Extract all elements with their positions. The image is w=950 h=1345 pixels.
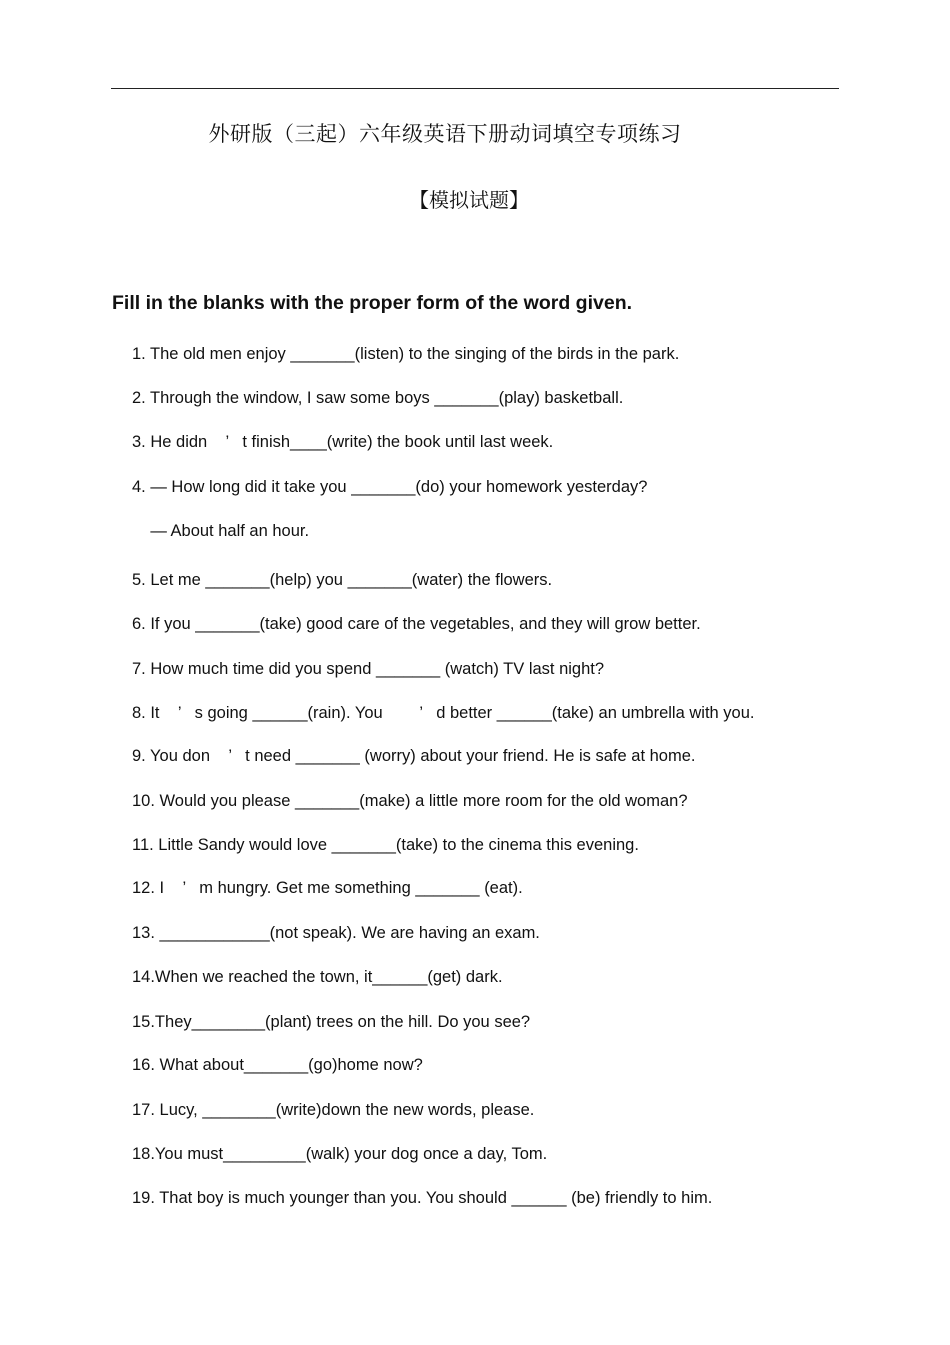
question-9: 9. You don ’ t need _______ (worry) about your friend. He is safe at home. — [132, 747, 696, 765]
question-12: 12. I ’ m hungry. Get me something _______ (eat). — [132, 879, 523, 897]
question-16: 16. What about_______(go)home now? — [132, 1056, 423, 1074]
question-14: 14.When we reached the town, it______(get) dark. — [132, 968, 503, 986]
question-8: 8. It ’ s going ______(rain). You ’ d better ______(take) an umbrella with you. — [132, 704, 755, 722]
question-3: 3. He didn ’ t finish____(write) the book until last week. — [132, 433, 554, 451]
question-13: 13. ____________(not speak). We are having an exam. — [132, 924, 540, 942]
question-7: 7. How much time did you spend _______ (watch) TV last night? — [132, 660, 605, 678]
question-10: 10. Would you please _______(make) a little more room for the old woman? — [132, 792, 688, 810]
question-15: 15.They________(plant) trees on the hill. Do you see? — [132, 1013, 531, 1031]
question-1: 1. The old men enjoy _______(listen) to the singing of the birds in the park. — [132, 345, 680, 363]
question-5: 5. Let me _______(help) you _______(water) the flowers. — [132, 571, 553, 589]
question-6: 6. If you _______(take) good care of the vegetables, and they will grow better. — [132, 615, 701, 633]
question-18: 18.You must_________(walk) your dog once a day, Tom. — [132, 1145, 548, 1163]
question-17: 17. Lucy, ________(write)down the new words, please. — [132, 1101, 535, 1119]
question-2: 2. Through the window, I saw some boys _______(play) basketball. — [132, 389, 624, 407]
exercise-instruction: Fill in the blanks with the proper form of the word given. — [112, 292, 633, 314]
top-rule — [111, 88, 839, 89]
page-subtitle: 【模拟试题】 — [409, 188, 529, 212]
question-19: 19. That boy is much younger than you. You should ______ (be) friendly to him. — [132, 1189, 713, 1207]
question-4: 4. — How long did it take you _______(do) your homework yesterday? — [132, 478, 648, 496]
question-11: 11. Little Sandy would love _______(take) to the cinema this evening. — [132, 836, 639, 854]
question-4-answer: — About half an hour. — [132, 522, 310, 540]
page-title: 外研版（三起）六年级英语下册动词填空专项练习 — [208, 122, 682, 146]
